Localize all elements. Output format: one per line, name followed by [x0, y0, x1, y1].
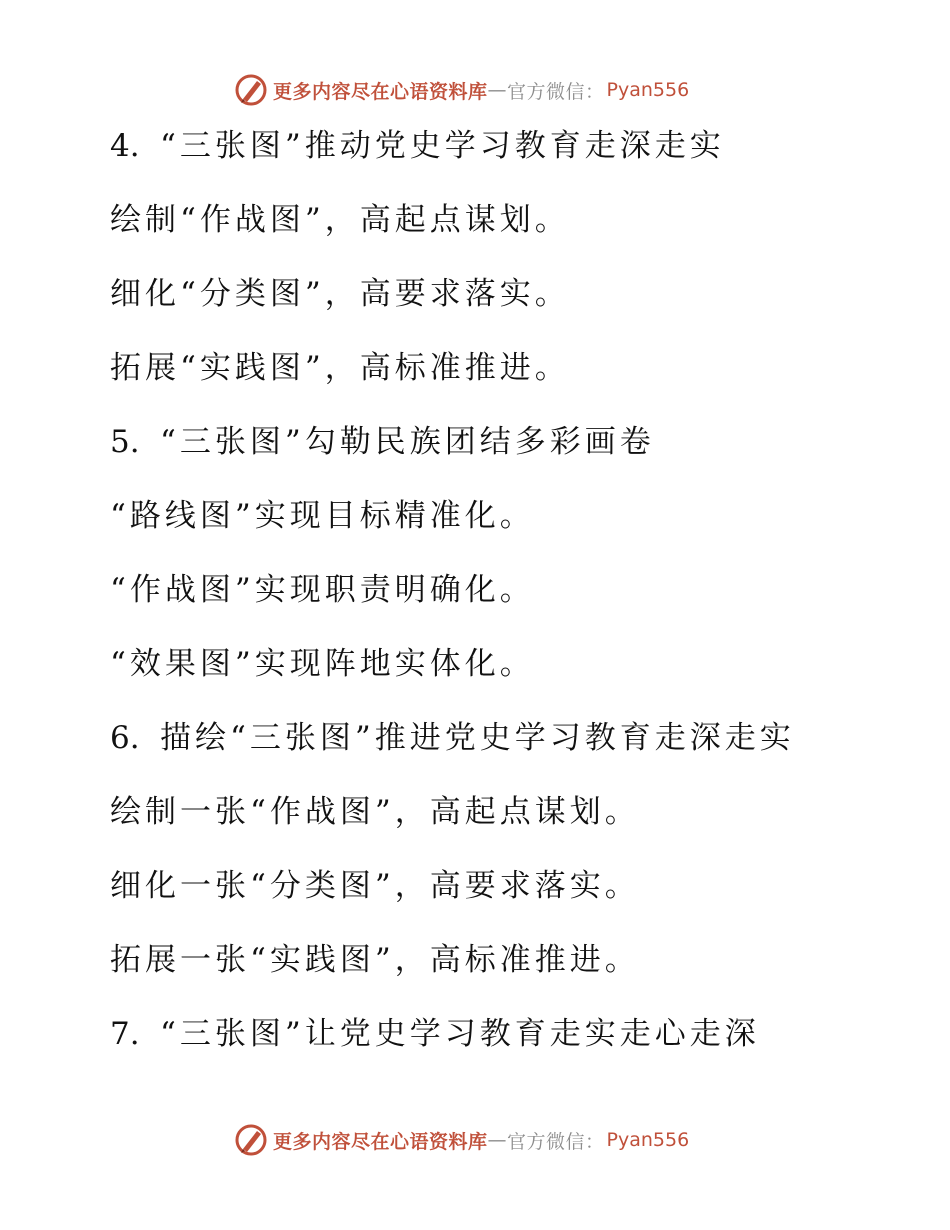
- body-text: “作战图”实现职责明确化。: [110, 572, 535, 608]
- body-line: [110, 200, 570, 240]
- heading-text: “三张图”勾勒民族团结多彩画卷: [160, 424, 655, 460]
- body-line: [110, 866, 640, 906]
- heading-number: 6.: [110, 720, 140, 756]
- body-line: [110, 274, 570, 314]
- heading-text: “三张图”让党史学习教育走实走心走深: [160, 1016, 760, 1052]
- body-text: 拓展一张“实践图”，高标准推进。: [110, 942, 640, 978]
- heading-text: “三张图”推动党史学习教育走深走实: [160, 128, 725, 164]
- watermark-account: Pyan556: [606, 79, 690, 101]
- body-text: 细化“分类图”，高要求落实。: [110, 276, 570, 312]
- body-text: 拓展“实践图”，高标准推进。: [110, 350, 570, 386]
- watermark-secondary-text: 官方微信：: [507, 80, 605, 103]
- body-text: “路线图”实现目标精准化。: [110, 498, 535, 534]
- body-text: 绘制“作战图”，高起点谋划。: [110, 202, 570, 238]
- body-text: 绘制一张“作战图”，高起点谋划。: [110, 794, 640, 830]
- body-line: [110, 940, 640, 980]
- pen-logo-icon: [233, 1122, 269, 1158]
- body-text: “效果图”实现阵地实体化。: [110, 646, 535, 682]
- watermark-account: Pyan556: [606, 1129, 690, 1151]
- body-line: [110, 570, 535, 610]
- body-line: [110, 348, 570, 388]
- heading-number: 7.: [110, 1016, 140, 1052]
- body-line: [110, 496, 535, 536]
- heading-4: [110, 126, 725, 166]
- watermark-primary-text: 更多内容尽在心语资料库: [273, 1130, 488, 1153]
- watermark-secondary-text: 官方微信：: [507, 1130, 605, 1153]
- heading-number: 5.: [110, 424, 140, 460]
- body-line: [110, 644, 535, 684]
- body-line: [110, 792, 640, 832]
- watermark-dash: —: [487, 1129, 508, 1151]
- heading-number: 4.: [110, 128, 140, 164]
- heading-6: [110, 718, 795, 758]
- body-text: 细化一张“分类图”，高要求落实。: [110, 868, 640, 904]
- heading-5: [110, 422, 655, 462]
- heading-7: [110, 1014, 760, 1054]
- pen-logo-icon: [233, 72, 269, 108]
- watermark-dash: —: [487, 79, 508, 101]
- watermark-footer: [233, 1120, 689, 1160]
- watermark-primary-text: 更多内容尽在心语资料库: [273, 80, 488, 103]
- watermark-header: [233, 70, 689, 110]
- heading-text: 描绘“三张图”推进党史学习教育走深走实: [160, 720, 795, 756]
